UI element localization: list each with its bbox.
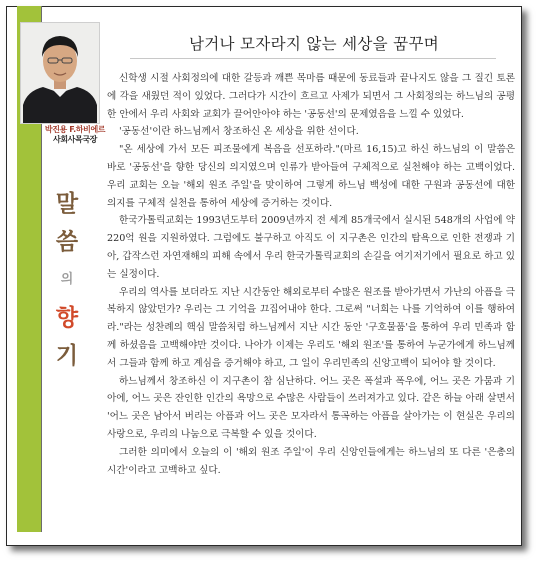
paragraph: 우리의 역사를 보더라도 지난 시간동안 해외로부터 수많은 원조를 받아가면서 가난의 아픔을 극복하지 않았던가? 우리는 그 기억을 끄집어내야 한다. 그로써 "너희는 나를 기억하여 이를 행하여라."라는 성찬례의 핵심 말씀처럼 하느님께서 지난 시간 동안 '구호물품'을 통하여 우리 민족과 함께 하셨음을 고백해야만 것이다. 나아가 이제는 우리도 '해외 원조'를 통하여 누군가에게 하느님께서 그들과 함께 하고 계심을 증거해야 하고, 그 일이 우리민족의 신앙고백이 되어야 할 것이다. xyxy=(107,286,515,369)
column-title-char: 말 xyxy=(55,191,79,217)
priest-portrait-icon xyxy=(21,23,99,123)
author-photo xyxy=(20,22,100,124)
author-name: 박진용 F.하비에르 xyxy=(44,125,106,134)
column-title-vertical xyxy=(47,185,87,375)
author-caption xyxy=(40,125,110,145)
paragraph: 그러한 의미에서 오늘의 이 '해외 원조 주일'이 우리 신앙인들에게는 하느님의 또 다른 '은총의 시간'이라고 고백하고 싶다. xyxy=(107,446,515,476)
column-title-char: 씀 xyxy=(55,229,79,255)
column-title-char: 의 xyxy=(60,272,74,287)
article-body xyxy=(107,70,515,479)
column-title-char: 기 xyxy=(55,343,79,369)
paragraph: 신학생 시절 사회정의에 대한 갈등과 깨쁜 목마름 때문에 동료들과 끝나지도 않을 그 질긴 토론에 각을 새웠던 적이 있었다. 그러다가 시간이 흐르고 사제가 되면서 그 사회정의는 하느님의 공평한 안에서 우리 사회와 교회가 끌어안아야 하는 '공동선'의 문제였음을 느낄 수 있었다. xyxy=(107,73,515,120)
column-title-char: 향 xyxy=(55,305,79,331)
paragraph: 한국가톨릭교회는 1993년도부터 2009년까지 전 세계 85개국에서 실시된 548개의 사업에 약 220억 원을 지원하였다. 그럼에도 불구하고 아직도 이 지구촌은 인간의 탐욕으로 인한 전쟁과 기아, 갑작스런 자연재해의 피해 속에서 우리 한국가톨릭교회의 손길을 여기저기에서 필요로 하고 있는 실정이다. xyxy=(107,215,515,280)
paragraph: 하느님께서 창조하신 이 지구촌이 참 심난하다. 어느 곳은 폭설과 폭우에, 어느 곳은 가뭄과 기아에, 어느 곳은 잔인한 인간의 욕망으로 수많은 사람들이 쓰러져가고 있다. 같은 하늘 아래 살면서 '어느 곳은 남아서 버리는 아픔과 어느 곳은 모자라서 통곡하는 아픔을 살아가는 이 현실은 우리의 사랑으로, 우리의 나눔으로 극복할 수 있을 것이다. xyxy=(107,375,515,440)
paragraph: "온 세상에 가서 모든 피조물에게 복음을 선포하라."(마르 16,15)고 하신 하느님의 이 말씀은 바로 '공동선'을 향한 당신의 의지였으며 인류가 받아들여 구체적으로 실천해야 하는 고백이었다. 우리 교회는 오늘 '해외 원조 주일'을 맞이하여 그렇게 하느님 백성에 대한 구원과 공동선에 대한 의지를 구체적 실천을 통하여 세상에 증거하는 것이다. xyxy=(107,144,515,209)
paragraph: '공동선'이란 하느님께서 창조하신 온 세상을 위한 선이다. xyxy=(119,126,359,138)
title-underline xyxy=(130,58,496,59)
author-position: 사회사목국장 xyxy=(53,135,97,144)
article-title: 남거나 모자라지 않는 세상을 꿈꾸며 xyxy=(188,35,439,53)
